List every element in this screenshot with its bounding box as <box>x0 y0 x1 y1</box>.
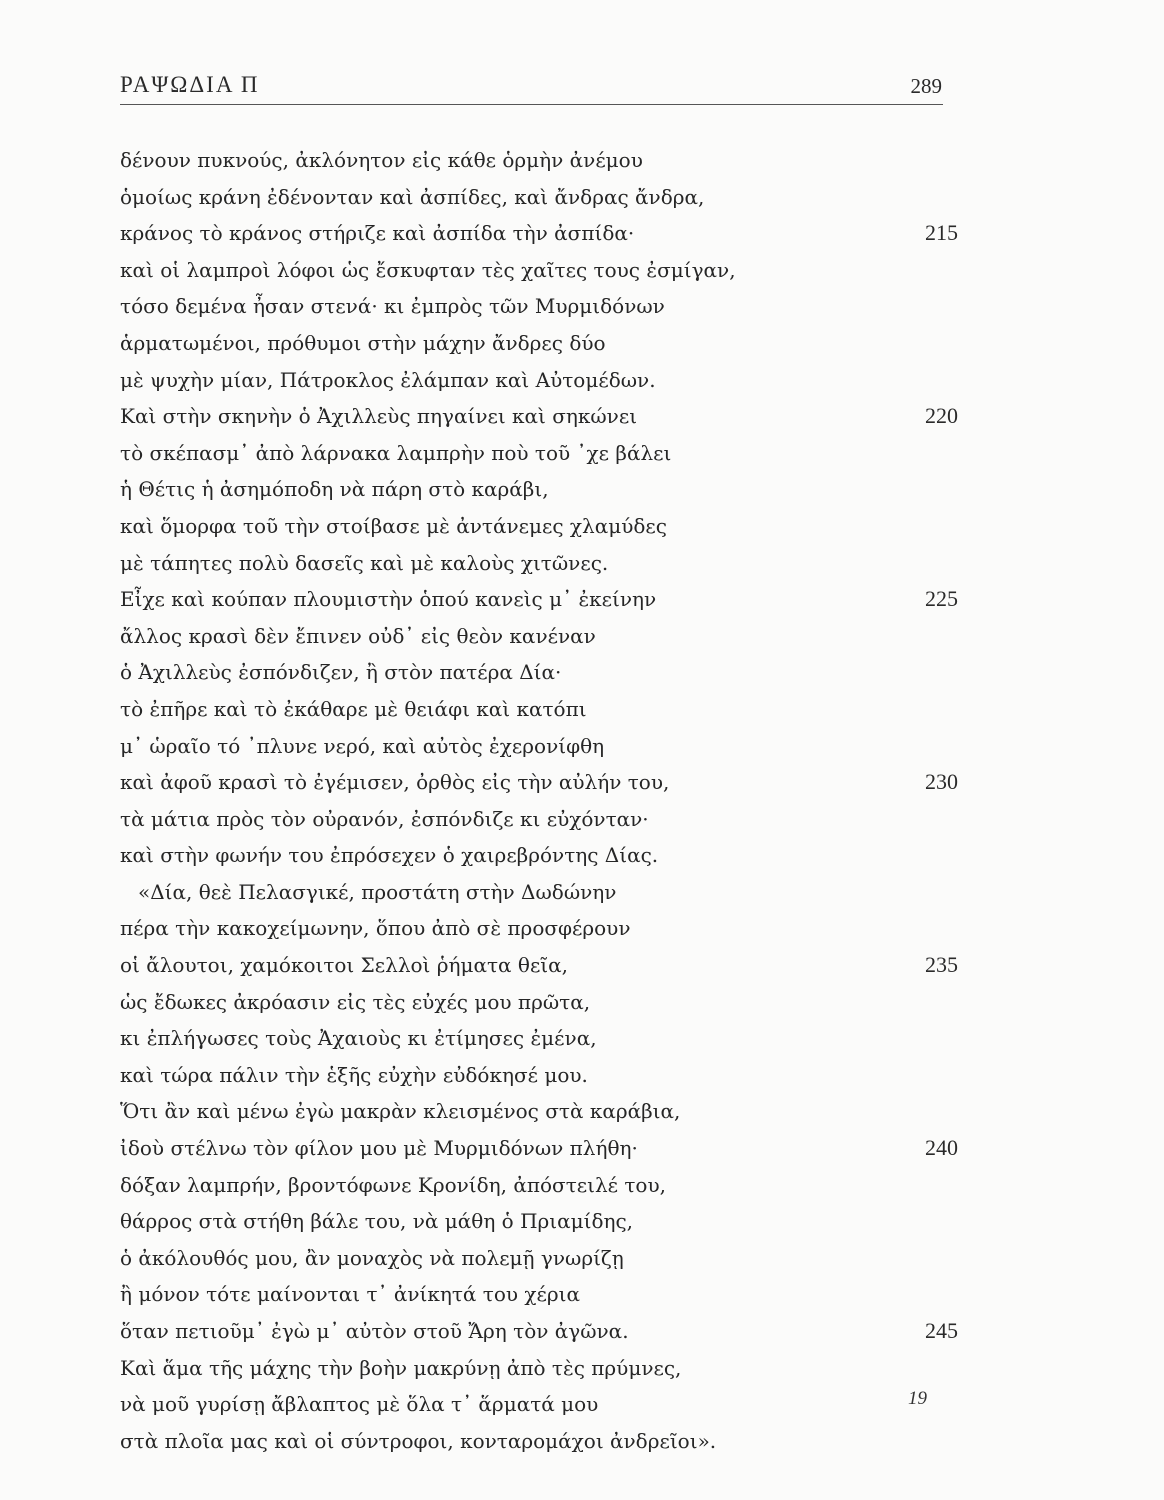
signature-mark: 19 <box>908 1388 927 1409</box>
verse-line <box>120 581 958 618</box>
verse-line <box>120 1130 958 1167</box>
verse-text: «Δία, θεὲ Πελασγικέ, προστάτη στὴν Δωδώνην <box>138 879 617 904</box>
verse-text: πέρα τὴν κακοχείμωνην, ὅπου ἀπὸ σὲ προσφέρουν <box>120 916 631 941</box>
verse-text: καὶ τώρα πάλιν τὴν ἑξῆς εὐχὴν εὐδόκησέ μου. <box>120 1062 588 1087</box>
verse-line <box>120 1240 950 1277</box>
verse-text: καὶ στὴν φωνήν του ἐπρόσεχεν ὁ χαιρεβρόντης Δίας. <box>120 843 659 868</box>
verse-text: κράνος τὸ κράνος στήριζε καὶ ἀσπίδα τὴν ἀσπίδα· <box>120 221 635 246</box>
verse-line <box>120 618 950 655</box>
verse-line <box>120 910 950 947</box>
verse-text: κι ἐπλήγωσες τοὺς Ἀχαιοὺς κι ἐτίμησες ἐμένα, <box>120 1026 597 1051</box>
verse-line <box>120 508 950 545</box>
verse-text: Ὅτι ἂν καὶ μένω ἐγὼ μακρὰν κλεισμένος στὰ καράβια, <box>120 1099 681 1124</box>
line-number: 245 <box>925 1318 958 1343</box>
verse-text: μὲ ψυχὴν μίαν, Πάτροκλος ἐλάμπαν καὶ Αὐτομέδων. <box>120 367 656 392</box>
verse-line <box>120 1093 950 1130</box>
verse-line <box>120 1423 950 1460</box>
verse-text: μὲ τάπητες πολὺ δασεῖς καὶ μὲ καλοὺς χιτῶνες. <box>120 550 609 575</box>
line-number: 235 <box>925 952 958 978</box>
page-number: 289 <box>910 74 942 98</box>
verse-text: ἡ Θέτις ἡ ἀσημόποδη νὰ πάρη στὸ καράβι, <box>120 477 549 502</box>
verse-text: νὰ μοῦ γυρίσῃ ἄβλαπτος μὲ ὅλα τ᾿ ἅρματά μου <box>120 1392 599 1417</box>
verse-line <box>120 1167 950 1204</box>
verse-line <box>120 837 950 874</box>
verse-line <box>120 215 958 252</box>
verse-line <box>120 398 958 435</box>
verse-line <box>120 1203 950 1240</box>
verse-list <box>120 142 958 1459</box>
verse-line <box>120 471 950 508</box>
verse-line <box>120 764 958 801</box>
header-rule <box>120 104 943 105</box>
verse-text: καὶ ἀφοῦ κρασὶ τὸ ἐγέμισεν, ὀρθὸς εἰς τὴν αὐλήν του, <box>120 770 670 795</box>
line-number: 215 <box>925 220 958 246</box>
verse-text: δένουν πυκνούς, ἀκλόνητον εἰς κάθε ὁρμὴν ἀνέμου <box>120 148 643 172</box>
verse-text: μ᾿ ὡραῖο τό ᾿πλυνε νερό, καὶ αὐτὸς ἐχερονίφθη <box>120 733 605 758</box>
line-number: 240 <box>925 1135 958 1161</box>
verse-text: ὡς ἔδωκες ἀκρόασιν εἰς τὲς εὐχές μου πρῶτα, <box>120 989 591 1014</box>
verse-text: Καὶ ἅμα τῆς μάχης τὴν βοὴν μακρύνῃ ἀπὸ τὲς πρύμνες, <box>120 1355 682 1380</box>
line-number: 230 <box>925 769 958 795</box>
verse-text: τόσο δεμένα ἦσαν στενά· κι ἐμπρὸς τῶν Μυρμιδόνων <box>120 294 665 319</box>
verse-text: ἁρματωμένοι, πρόθυμοι στὴν μάχην ἄνδρες δύο <box>120 330 606 355</box>
verse-line <box>120 1057 950 1094</box>
verse-text: ὁ Ἀχιλλεὺς ἐσπόνδιζεν, ἢ στὸν πατέρα Δία· <box>120 660 562 685</box>
verse-text: δόξαν λαμπρήν, βροντόφωνε Κρονίδη, ἀπόστειλέ του, <box>120 1172 666 1197</box>
verse-line <box>120 874 950 911</box>
verse-line <box>120 1276 950 1313</box>
verse-line <box>120 691 950 728</box>
verse-line <box>120 435 950 472</box>
verse-line <box>120 1020 950 1057</box>
verse-text: ὁ ἀκόλουθός μου, ἂν μοναχὸς νὰ πολεμῇ γνωρίζῃ <box>120 1245 624 1270</box>
verse-line <box>120 728 950 765</box>
line-number: 220 <box>925 403 958 429</box>
verse-text: ἄλλος κρασὶ δὲν ἔπινεν οὐδ᾿ εἰς θεὸν κανέναν <box>120 623 596 648</box>
verse-text: οἱ ἄλουτοι, χαμόκοιτοι Σελλοὶ ῥήματα θεῖα, <box>120 953 569 978</box>
verse-text: καὶ ὅμορφα τοῦ τὴν στοίβασε μὲ ἀντάνεμες χλαμύδες <box>120 513 667 538</box>
verse-text: θάρρος στὰ στήθη βάλε του, νὰ μάθη ὁ Πριαμίδης, <box>120 1209 634 1234</box>
verse-text: τὰ μάτια πρὸς τὸν οὐρανόν, ἐσπόνδιζε κι εὐχόνταν· <box>120 806 649 831</box>
verse-line <box>120 947 958 984</box>
verse-line <box>120 325 950 362</box>
verse-text: Εἶχε καὶ κούπαν πλουμιστὴν ὁπού κανεὶς μ᾿ ἐκείνην <box>120 587 657 612</box>
verse-line <box>120 654 950 691</box>
verse-text: τὸ σκέπασμ᾿ ἀπὸ λάρνακα λαμπρὴν ποὺ τοῦ ᾿χε βάλει <box>120 440 672 465</box>
verse-line <box>120 984 950 1021</box>
verse-text: ἢ μόνον τότε μαίνονται τ᾿ ἀνίκητά του χέρια <box>120 1282 580 1307</box>
verse-line <box>120 1386 950 1423</box>
verse-text: ὅταν πετιοῦμ᾿ ἐγὼ μ᾿ αὐτὸν στοῦ Ἄρη τὸν ἀγῶνα. <box>120 1319 629 1343</box>
verse-line <box>120 801 950 838</box>
verse-line <box>120 545 950 582</box>
verse-text: Καὶ στὴν σκηνὴν ὁ Ἀχιλλεὺς πηγαίνει καὶ σηκώνει <box>120 404 638 429</box>
verse-line <box>120 1313 958 1350</box>
verse-line <box>120 288 950 325</box>
verse-line <box>120 179 950 216</box>
verse-text: ὁμοίως κράνη ἐδένονταν καὶ ἀσπίδες, καὶ ἄνδρας ἄνδρα, <box>120 184 705 209</box>
verse-line <box>120 1350 950 1387</box>
verse-text: καὶ οἱ λαμπροὶ λόφοι ὡς ἔσκυφταν τὲς χαῖτες τους ἐσμίγαν, <box>120 257 736 282</box>
verse-text: στὰ πλοῖα μας καὶ οἱ σύντροφοι, κονταρομάχοι ἀνδρεῖοι». <box>120 1428 717 1453</box>
verse-line <box>120 142 950 179</box>
running-head: ΡΑΨΩΔΙΑ Π <box>120 72 260 97</box>
line-number: 225 <box>925 586 958 612</box>
verse-text: ἰδοὺ στέλνω τὸν φίλον μου μὲ Μυρμιδόνων πλήθη· <box>120 1136 638 1161</box>
verse-line <box>120 252 950 289</box>
verse-line <box>120 362 950 399</box>
verse-text: τὸ ἐπῆρε καὶ τὸ ἐκάθαρε μὲ θειάφι καὶ κατόπι <box>120 696 587 721</box>
